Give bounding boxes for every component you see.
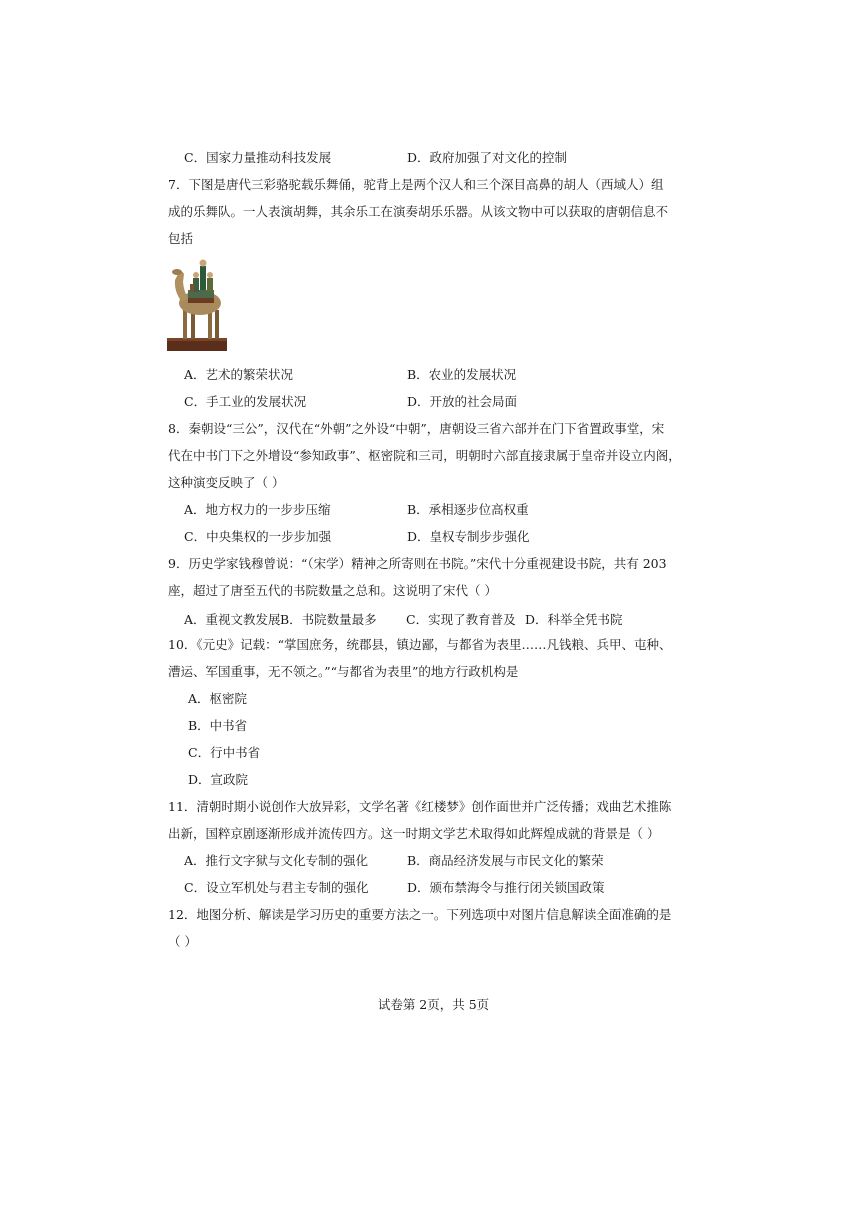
- q9-option-c: C．实现了教育普及: [406, 612, 516, 627]
- q7-option-c: C．手工业的发展状况: [184, 394, 307, 409]
- q9-stem-line2: 座，超过了唐至五代的书院数量之总和。这说明了宋代（ ）: [168, 583, 497, 598]
- q7-option-d: D．开放的社会局面: [407, 394, 518, 409]
- q6-option-c: C．国家力量推动科技发展: [184, 150, 332, 165]
- q9-stem-line1: 9．历史学家钱穆曾说：“（宋学）精神之所寄则在书院。”宋代十分重视建设书院，共有 203: [168, 556, 667, 571]
- q7-option-b: B．农业的发展状况: [407, 367, 517, 382]
- q8-option-b: B．承相逐步位高权重: [407, 502, 529, 517]
- q12-stem-line1: 12．地图分析、解读是学习历史的重要方法之一。下列选项中对图片信息解读全面准确的是: [168, 907, 672, 922]
- q11-option-d: D．颁布禁海令与推行闭关锁国政策: [407, 880, 605, 895]
- q11-stem-line1: 11．清朝时期小说创作大放异彩，文学名著《红楼梦》创作面世并广泛传播；戏曲艺术推陈: [168, 799, 672, 814]
- q11-option-c: C．设立军机处与君主专制的强化: [184, 880, 369, 895]
- q7-stem-line1: 7．下图是唐代三彩骆驼载乐舞俑，驼背上是两个汉人和三个深目高鼻的胡人（西域人）组: [168, 177, 664, 192]
- q9-option-b: B．书院数量最多: [280, 612, 377, 627]
- page-footer: 试卷第 2页，共 5页: [377, 997, 490, 1012]
- q12-stem-line2: （ ）: [168, 934, 197, 949]
- q9-option-a: A．重视文教发展: [184, 612, 281, 627]
- q11-stem-line2: 出新，国粹京剧逐渐形成并流传四方。这一时期文学艺术取得如此辉煌成就的背景是（ ）: [168, 826, 660, 841]
- q7-stem-line2: 成的乐舞队。一人表演胡舞，其余乐工在演奏胡乐乐器。从该文物中可以获取的唐朝信息不: [168, 204, 669, 219]
- q8-option-c: C．中央集权的一步步加强: [184, 529, 332, 544]
- q11-option-a: A．推行文字狱与文化专制的强化: [184, 853, 369, 868]
- q9-option-d: D．科举全凭书院: [525, 612, 623, 627]
- q8-stem-line2: 代在中书门下之外增设“参知政事”、枢密院和三司，明朝时六部直接隶属于皇帝并设立内阁，: [168, 448, 681, 463]
- q7-stem-line3: 包括: [168, 231, 194, 246]
- q8-option-d: D．皇权专制步步强化: [407, 529, 530, 544]
- q11-option-b: B．商品经济发展与市民文化的繁荣: [407, 853, 604, 868]
- q8-option-a: A．地方权力的一步步压缩: [184, 502, 331, 517]
- q10-option-c: C．行中书省: [188, 745, 261, 760]
- tang-sancai-camel-figurine-image: [166, 258, 228, 354]
- q10-option-b: B．中书省: [188, 718, 248, 733]
- q6-option-d: D．政府加强了对文化的控制: [407, 150, 568, 165]
- q10-stem-line2: 漕运、军国重事，无不领之。”“与都省为表里”的地方行政机构是: [168, 664, 519, 679]
- q10-option-a: A．枢密院: [188, 691, 248, 706]
- q8-stem-line3: 这种演变反映了（ ）: [168, 475, 285, 490]
- q7-option-a: A．艺术的繁荣状况: [184, 367, 294, 382]
- q10-stem-line1: 10．《元史》记载：“掌国庶务，统郡县，镇边鄙，与都省为表里……凡钱粮、兵甲、屯种、: [168, 637, 672, 652]
- q8-stem-line1: 8．秦朝设“三公”，汉代在“外朝”之外设“中朝”，唐朝设三省六部并在门下省置政事堂，宋: [168, 421, 665, 436]
- q10-option-d: D．宣政院: [188, 772, 249, 787]
